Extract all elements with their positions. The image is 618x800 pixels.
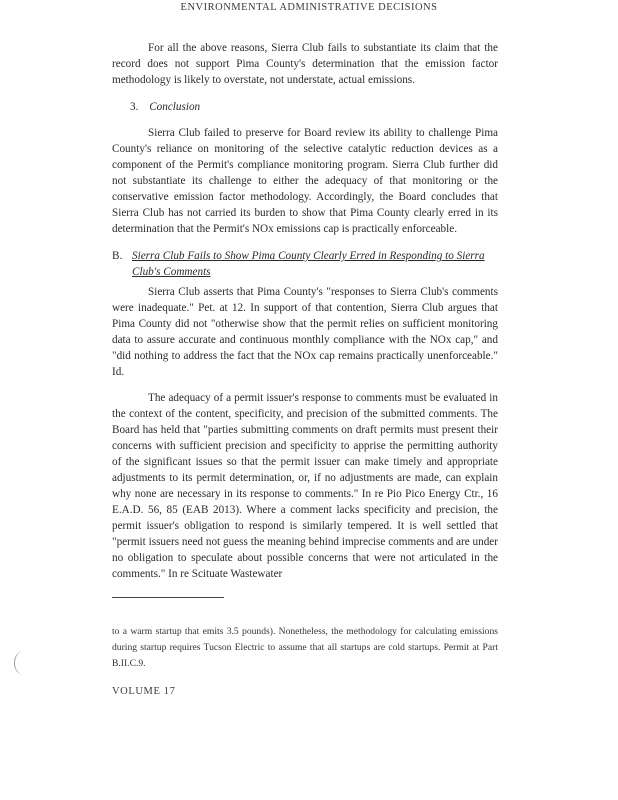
section-title: Conclusion <box>149 101 201 113</box>
footnote: to a warm startup that emits 3.5 pounds). Nonetheless, the methodology for calculating emissions during startup requires Tucson Electric to assume that all startups are cold startups. Permit at Part B.II.C.9. <box>112 626 498 669</box>
paragraph-conclusion: Sierra Club failed to preserve for Board review its ability to challenge Pima County's reliance on monitoring of the selective catalytic reduction devices as a component of the Permit's compliance monitoring program. Sierra Club further did not substantiate its challenge to either the adequacy of that monitoring or the conservative emission factor methodology. Accordingly, the Board concludes that Sierra Club has not carried its burden to show that Pima County clearly erred in its determination that the Permit's NOx emissions cap is practically enforceable. <box>112 127 498 235</box>
section-heading-b <box>112 248 498 280</box>
scan-artifact <box>14 651 33 675</box>
section-heading-conclusion <box>130 101 200 113</box>
section-number: 3. <box>130 101 139 113</box>
footnote-divider <box>112 597 224 598</box>
paragraph-adequacy: The adequacy of a permit issuer's response to comments must be evaluated in the context of the content, specificity, and precision of the submitted comments. The Board has held that "parties submitting comments on draft permits must present their concerns with sufficient precision and specificity to apprise the permitting authority of the significant issues so that the permit issuer can make timely and appropriate adjustments to its permit determination, or, if no adjustments are made, can explain why none are necessary in its response to comments." In re Pio Pico Energy Ctr., 16 E.A.D. 56, 85 (EAB 2013). Where a comment lacks specificity and precision, the permit issuer's obligation to respond is similarly tempered. It is well settled that "permit issuers need not guess the meaning behind imprecise comments and are under no obligation to speculate about possible concerns that were not articulated in the comments." In re Scituate Wastewater <box>112 392 498 580</box>
running-head: ENVIRONMENTAL ADMINISTRATIVE DECISIONS <box>180 2 438 13</box>
paragraph-reasons: For all the above reasons, Sierra Club fails to substantiate its claim that the record does not support Pima County's determination that the emission factor methodology is likely to overstate, not understate, actual emissions. <box>112 42 498 86</box>
section-letter: B. <box>112 250 123 262</box>
section-title: Sierra Club Fails to Show Pima County Clearly Erred in Responding to Sierra Club's Comments <box>132 250 485 278</box>
paragraph-assertion: Sierra Club asserts that Pima County's "responses to Sierra Club's comments were inadequate." Pet. at 12. In support of that contention, Sierra Club argues that Pima County did not "otherwise show that the permit relies on sufficient monitoring data to assure accurate and continuous monthly compliance with the NOx cap," and "did nothing to address the fact that the NOx cap remains practically unenforceable." Id. <box>112 286 498 378</box>
page-footer-volume: VOLUME 17 <box>112 686 176 697</box>
